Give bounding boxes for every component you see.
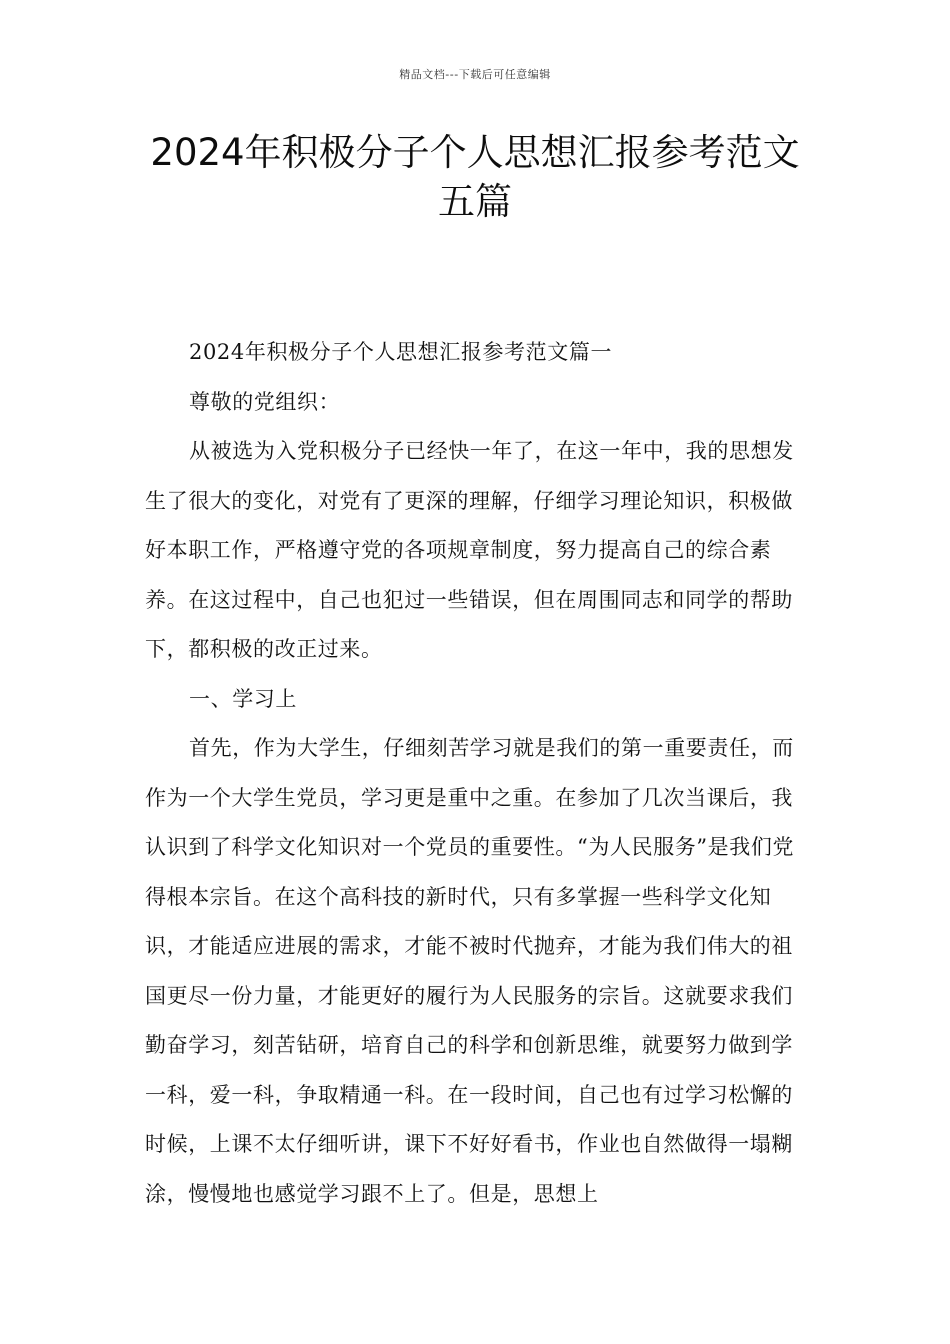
subsection-heading: 一、学习上 — [189, 686, 297, 711]
body-paragraph: 从被选为入党积极分子已经快一年了，在这一年中，我的思想发生了很大的变化，对党有了更深的理解，仔细学习理论知识，积极做好本职工作，严格遵守党的各项规章制度，努力提高自己的综合素养。在这过程中，自己也犯过一些错误，但在周围同志和同学的帮助下，都积极的改正过来。 — [145, 439, 794, 661]
header-note: 精品文档---下载后可任意编辑 — [399, 68, 551, 81]
document-body — [145, 328, 810, 1219]
title-line-2: 五篇 — [438, 180, 512, 223]
body-paragraph: 首先，作为大学生，仔细刻苦学习就是我们的第一重要责任，而作为一个大学生党员，学习更是重中之重。在参加了几次当课后，我认识到了科学文化知识对一个党员的重要性。“为人民服务”是我们党得根本宗旨。在这个高科技的新时代，只有多掌握一些科学文化知识，才能适应进展的需求，才能不被时代抛弃，才能为我们伟大的祖国更尽一份力量，才能更好的履行为人民服务的宗旨。这就要求我们勤奋学习，刻苦钻研，培育自己的科学和创新思维，就要努力做到学一科，爱一科，争取精通一科。在一段时间，自己也有过学习松懈的时候，上课不太仔细听讲，课下不好好看书，作业也自然做得一塌糊涂，慢慢地也感觉学习跟不上了。但是，思想上 — [145, 736, 795, 1206]
document-title — [130, 128, 820, 226]
section-heading: 2024年积极分子个人思想汇报参考范文篇一 — [189, 340, 613, 364]
title-line-1: 2024年积极分子个人思想汇报参考范文 — [150, 131, 800, 174]
salutation: 尊敬的党组织： — [189, 389, 341, 414]
